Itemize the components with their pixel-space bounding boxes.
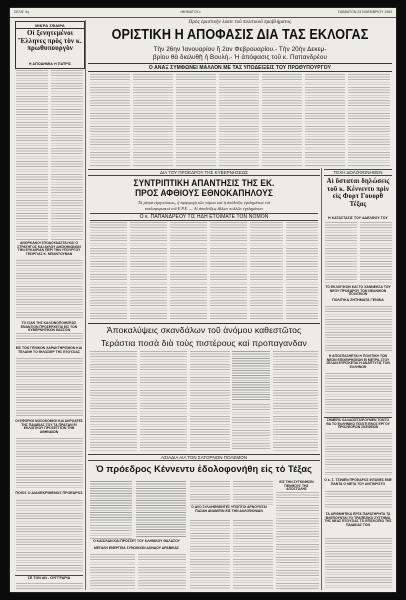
right-text-2 <box>325 306 392 352</box>
kennedy-table-left <box>90 481 132 523</box>
center-story-deck-1: Τὰ μέτρα εἰρηνεύσεως, ἡ ἐφαρμογὴ τῶν νόμων καὶ ἡ ἀπόδειξις ἐγκλημάτων ἐπὶ <box>137 200 271 205</box>
right-text-5 <box>325 491 392 509</box>
kennedy-text-right-a <box>233 481 273 505</box>
left-text-6 <box>16 500 83 572</box>
center-story-headline-2: ΠΡΟΣ ΑΦΘΙΟΥΣ ΕΘΝΟΚΑΠΗΛΟΥΣ <box>135 188 273 198</box>
center-text-col-2 <box>130 222 167 320</box>
newspaper-page <box>10 8 396 592</box>
right-text-4 <box>325 433 392 475</box>
left-headline-4: ΟΙ ΕΦΟΡΙΟΙ ΝΟΣΟΚΟΜΙΟΙ ΚΑΙ ΑΚΡΟΑΤΕΣ ΤΗΣ ΠΑΙΔΕΙΑΣ ΤΟΥ ΤΑ ΠΡΑΞΑΝ ΕΙ ΕΚΛΟΓΙΚΟΥ ΠΡΟΣΕΓΓΙΣΙΝ ΤΗΝ ΑΘΗΝΑΙΩΝ <box>15 419 83 434</box>
mid-band-label: ΔΙΑ ΤΟΥ ΠΡΟΕΔΡΟΥ ΤΗΣ ΚΥΒΕΡΝΗΣΕΩΣ <box>88 169 320 176</box>
middle-text-col-3 <box>190 351 230 451</box>
left-text-7 <box>16 583 83 591</box>
middle-story-headline-1: Ἀποκαλύψεις σκανδάλων τοῦ ἀνόμου καθεστῶτος <box>88 323 320 335</box>
center-text-col-1 <box>90 222 127 320</box>
right-top-label: ΤΕΧΗ ΔΟΛΟΦΟΝΗΘΕΝ <box>324 169 392 176</box>
top-text-col-7 <box>348 74 390 166</box>
middle-text-col-4 <box>232 404 270 451</box>
kennedy-sub-left: Ο ΚΑΙΣΙΛΑΝ ΚΑΙ ΠΡΟΣΣΕΤ ΤΟΥ ΚΛΗΝΙΚΟΥ ΘΑΛΑΣΟΥ <box>93 539 180 543</box>
center-story-deck-2: κυκλοφοριακοὶ τοῦ Ε.Ρ.Ε. — Αἱ ἀποδείξεις ἄλλων πολλῶν ἐγκλημάτων <box>144 206 264 211</box>
kennedy-table-center <box>136 481 186 537</box>
center-text-col-6 <box>286 222 318 320</box>
left-text-col-b <box>51 70 83 240</box>
middle-text-col-2 <box>140 351 187 451</box>
right-text-3 <box>325 373 392 413</box>
kennedy-sub-left-2: ΜΕΓΑΛΗ ΕΝΕΡΓΕΙΑ ΣΥΝΟΙΚΙΩΝ ΔΟΝΑΟΥ ΑΡΑΒΙΚΑΣ <box>93 546 180 550</box>
top-text-col-4 <box>219 74 259 166</box>
right-text-6 <box>325 538 392 590</box>
left-text-5 <box>16 438 83 490</box>
top-text-col-3 <box>176 74 216 166</box>
kennedy-text-far-right <box>276 492 319 590</box>
right-headline-3: Η ΑΠΟΣΠΑΣΗΕΤΑΙ Η ΠΟΛΙΤΙΚΗ ΤΩΝ ΝΕΩΝ ΕΠΙΧΕΙΡΗΣΕΩΝ ΕΙ ΜΕΤΡΑ ΣΤΟΥ ΣΕΛΑΝ ΕΥΡΙΣΚΕΤΑΙ Η ΑΝΑΠΤΥΞΙΣ ΤΟΝ ΕΛΛΗΝΟΝ <box>326 354 390 369</box>
right-headline-2: ΠΟΛΙΤΙΚΑ ΖΗΤΗΜΑΤΑ ΓΕΝΙΚΑ <box>332 298 384 302</box>
center-text-col-5 <box>250 222 283 320</box>
page-number: ΣΕΛΙΣ 4η <box>14 10 29 14</box>
middle-text-col-5 <box>273 351 318 451</box>
kennedy-text-left-2 <box>90 554 135 590</box>
right-text-1b <box>360 222 392 284</box>
middle-text-col-1 <box>90 351 137 451</box>
left-text-4 <box>16 358 83 418</box>
middle-story-headline-2: Τεράστια ποσὰ διὰ τοὺς πιστέρους καὶ προπαγανδαν <box>101 338 307 348</box>
right-headline-4: ΣΗΜΕΡΑ ΚΑΛΑΙΣΕΤΑΙΡΟΥΜΕΝ ΤΟΝΤΟ ΘΑ ΤΟ ΕΛΛΗΝΙΚΟ ΠΟΛΙΤΙ ΕΝΟΣ ΕΡΓΟΥ ΠΡΟΣΦΟΡΩΝ ΣΚΕΨΕΩΝ <box>324 417 392 430</box>
left-headline-5: ΠΟΙΟΣ Ο ΔΙΑΚΕΚΡΙΜΕΝΟΣ ΠΡΟΕΔΡΟΣ <box>15 491 83 495</box>
top-text-col-6 <box>305 74 345 166</box>
kennedy-text-right-b <box>233 520 273 590</box>
top-text-col-5 <box>262 74 302 166</box>
middle-table <box>232 351 270 401</box>
left-box-headline: Οἱ ξενητεμένοι Ἕλληνες πρὸς τὸν κ. πρωθυπουργὸν <box>18 29 82 52</box>
center-story-headline-1: ΣΥΝΤΡΙΠΤΙΚΗ ΑΠΑΝΤΗΣΙΣ ΤΗΣ ΕΚ. <box>133 178 275 188</box>
left-text-2 <box>16 260 83 320</box>
issue-date: ΣΑΒΒΑΤΟΝ 23 ΝΟΕΜΒΡΙΟΥ 1963 <box>337 10 392 14</box>
left-footer-headline: ΣΕ ΤΟΝ ΑΝ - ΟΥΓΓΡΑΡΙΑ <box>15 575 83 581</box>
top-story-headline: ΟΡΙΣΤΙΚΗ Η ΑΠΟΦΑΣΙΣ ΔΙΑ ΤΑΣ ΕΚΛΟΓΑΣ <box>111 27 369 43</box>
kennedy-text-center <box>138 554 186 590</box>
right-text-1a <box>325 222 357 284</box>
right-headline-5: Ο κ. Σ. ΤΣΙΝΙΕΝ ΠΡΟΕΔΡΟΣ ΙΝΤΑΝΕΣ ΕΝΕ ΠΑΝΤΑ Ο ΜΕΤΑ ΤΟΥ ΑΝΤΙΚΡΙΣΤΟ <box>324 478 392 486</box>
right-headline-1: ΤΟ ΕΚΛΟΓΙΚΟΝ ΚΑΙ ΤΟ ΧΑΝΝΕΚΣΑ ΤΟΥ ΝΕΟΥ ΠΡΟΕΔΡΟΥ ΤΟΝ ΝΕΑΝΙΚΟΝ ΠΟΛΙΤΕΙΟΝ <box>325 285 391 297</box>
kennedy-sub-right: Ο ΔΥΟ ΣΥΛΛΗΦΘΕΝΤΕΣ ΥΠΟΠΤΟΙ ΑΡΝΟΥΝΤΑΙ ΠΑΣΑΝ ΑΝΑΜΙΞΙΝ ΕΙΣ ΤΗΝ ΔΟΛΟΦΟΝΙΑΝ <box>191 505 267 513</box>
top-story-kicker: Πρὸς ὁριστικὴν λύσιν τοῦ πολιτικοῦ προβλήματος <box>188 20 292 25</box>
kennedy-text-mid <box>190 481 230 505</box>
top-story-deck-2: βρίου θὰ διαλυθῇ ἡ Βουλή.- Ἡ ἀπόφασις τοῦ κ. Παπανδρέου <box>152 54 328 61</box>
left-headline-3: ΕΙΣ ΤΟΝ ΓΕΝΙΚΟΝ ΧΑΡΑΚΤΗΡΙΣΜΟΝ ΚΑΙ ΤΕΛΑΝΗ ΤΟ ΦΙΛΟΣΙΕΡ ΤΗΣ ΕΞΟΥΣΙΑΣ <box>15 346 83 354</box>
right-column-rule <box>321 168 322 590</box>
masthead <box>10 8 396 18</box>
center-text-col-3 <box>170 222 207 320</box>
kennedy-sub-right-2: ΕΙΣ ΤΗΝ ΣΥΓΚΙΝΗΣΙΝ ΠΕΝΘΟΥΣ ΤΗΣ ΑΠΟΣΤΟΛΗΣ <box>279 480 314 492</box>
top-text-col-2 <box>133 74 173 166</box>
left-feature-box <box>15 21 85 69</box>
lower-band-label: ΑΣΙΑΔΙΑ ΑΙΑ ΤΟΝ ΣΑΤΟΡΝΟΝ ΠΟΛΕΜΟΝ <box>88 454 320 461</box>
right-top-headline: Αἱ ὕσταται δηλώσεις τοῦ κ. Κέννεντυ πρὶν εἰς Φορτ Γουορθ Τέξας <box>326 178 390 208</box>
top-story-deck-1: Τὴν 26ην Ἰανουαρίου ἢ 2αν Φεβρουαρίου.- Τὴν 20ὴν Δεκεμ- <box>153 46 327 53</box>
left-headline-2: ΤΟ ΙΣΑΝ ΤΗΣ ΚΑΛΣΙΝΟΠΟΙΗΣΕΩΣ ΕΝΑΝΤΙΟΝ ΠΡΟΣΕΡΧΕΤΑΙ ΕΙΣ ΤΟΝ ΚΥΒΕΡΝΗΤΙΚΟΝ ΘΑΣΣΟΝ <box>20 321 78 333</box>
top-story-subhead: Ο ΑΝΑΞ ΣΥΜΦΩΝΕΙ ΜΑΛΛΟΝ ΜΕ ΤΑΣ ΥΠΟΔΕΙΞΕΙΣ ΤΟΥ ΠΡΩΘΥΠΟΥΡΓΟΥ <box>88 63 392 72</box>
kennedy-story-headline: Ὁ πρόεδρος Κέννεντυ ἐδολοφονήθη εἰς τὸ Τέξας <box>95 464 313 474</box>
center-text-col-4 <box>210 222 247 320</box>
left-box-label: ΜΙΚΡΑ ΣΦΑΙΡΑ <box>16 23 84 29</box>
kennedy-text-left <box>90 525 132 539</box>
right-top-sub: Η ΚΑΤΑΣΤΑΣΙΣ ΤΟΥ ΑΔΕΛΦΟΥ ΤΟΥ <box>328 216 388 220</box>
center-story-bar: Ο κ. ΠΑΠΑΝΔΡΕΟΥ ΤΙΣ ΗΔΗ ΕΤΟΙΜΑΤΕ ΤΟΝ ΝΟΜΟΝ <box>90 213 318 221</box>
left-headline-1: ΑΝΟΡΚΑΝΟΙ ΣΠΟΔΟΥΔΑΣΤΑΙ ΚΑΙ Ο ΣΤΡΑΤΗΓΟΣ ΚΑΙ ΑΥΛΟΥ ΔΗΣΚΗΝΩΝΟΝ ΤΗΝ ΕΥΚΑΙΡΙΑΝ ΠΕΡΙ ΤΗΝ ΥΠΟΥΡΓΟΥ ΓΕΩΡΓΙΑΣ Κ. ΜΠΑΝΤΟΥΒΑΝ <box>17 241 81 256</box>
right-headline-6: ΤΑ ΑΡΙΘΜΗΤΙΚΑ ΕΡΓΑ ΠΑΡΑΤΗΡΗΤΑ ΤΑ ΒΛΕΠΟΥΝΤΑΙ ΤΟ ΤΡΑΠΕΖΙΚΟ ΣΥΣΤΗΜΑ ΤΗΣ ΝΕΑΣ ΕΞΟΥΣΙΑΣ ΤΟ ΕΠΙΣΚΟΠΙΟ ΤΗΣ ΠΑΙΔΕΙΑΣ ΤΟΝ <box>324 512 392 527</box>
newspaper-name: «ΒΗΜΑΤΟΣ» <box>180 10 201 14</box>
left-text-col-a <box>16 70 48 240</box>
kennedy-text-mid-2 <box>190 520 230 590</box>
left-box-sub: Η ΑΠΟΔΗΜΙΑ Η ΠΑΤΡΙΣ <box>28 62 72 66</box>
top-text-col-1 <box>90 74 130 166</box>
left-text-3 <box>16 333 83 345</box>
left-column-rule <box>85 20 86 590</box>
